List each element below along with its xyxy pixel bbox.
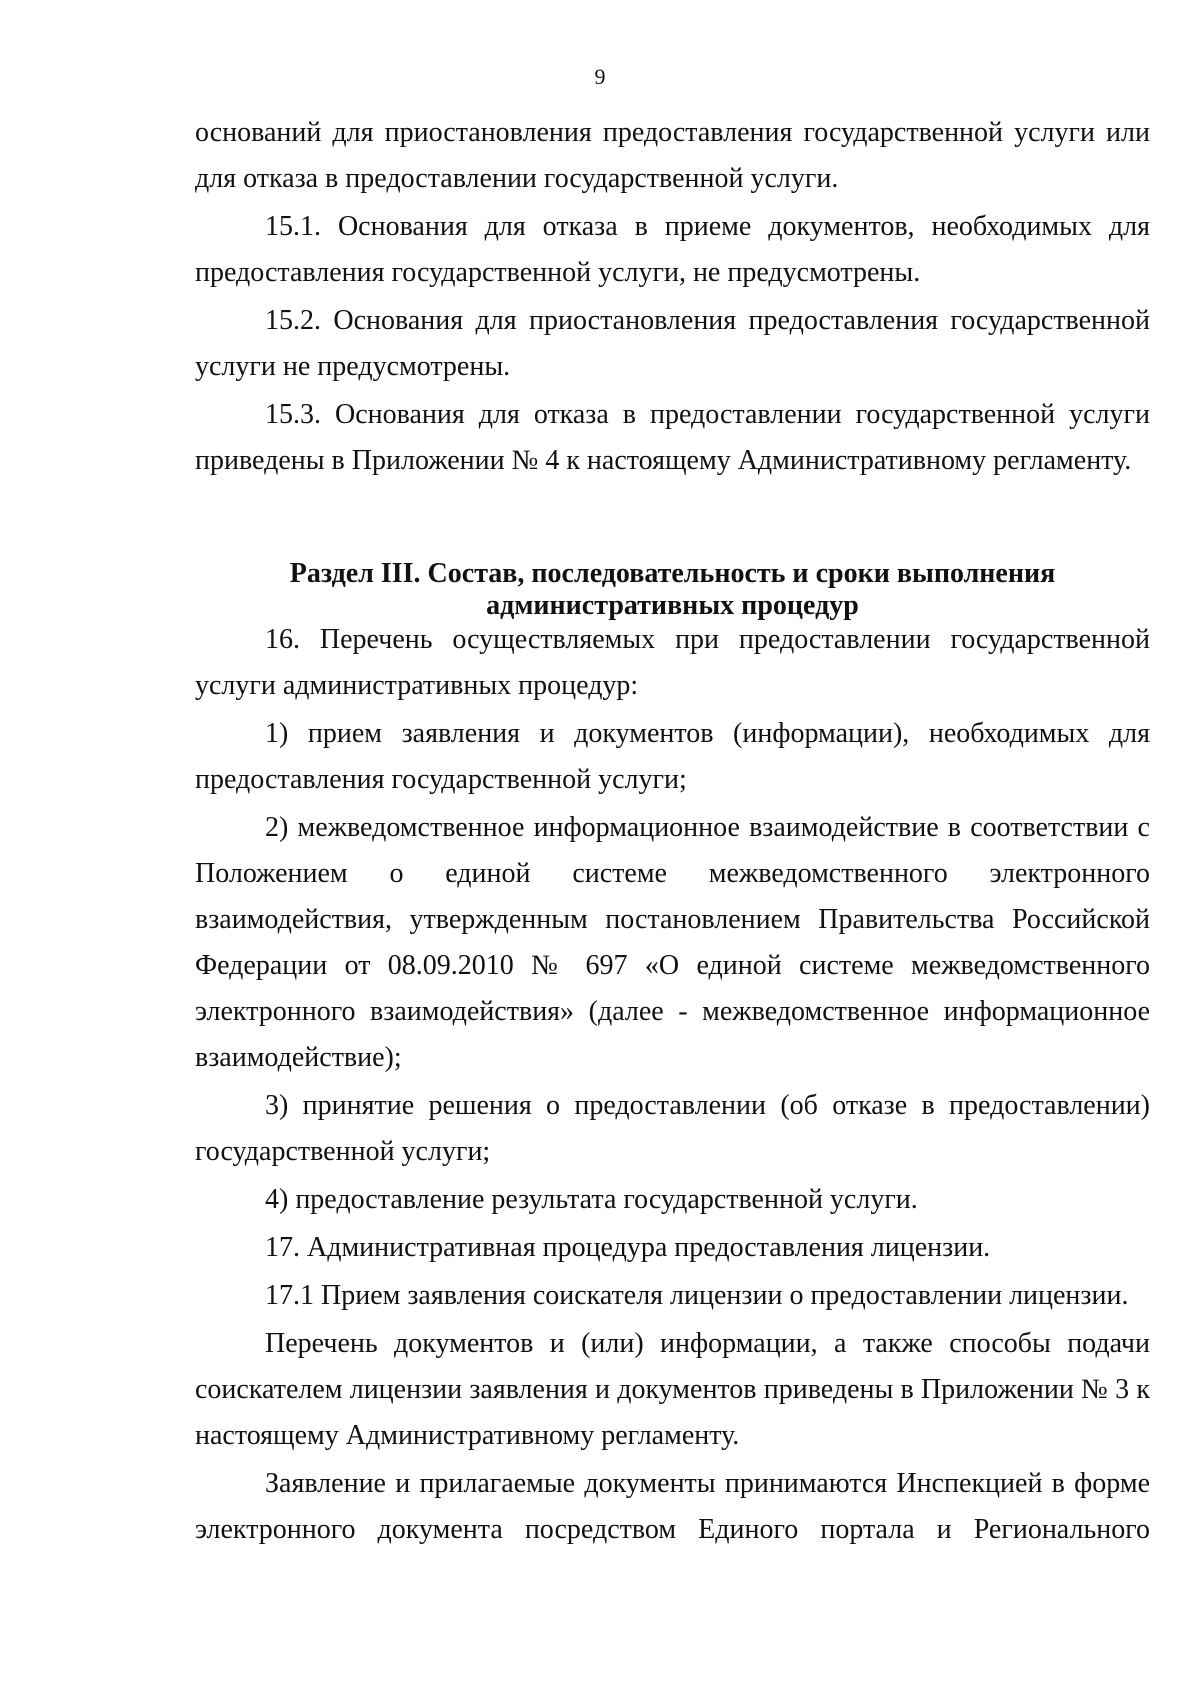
list-item-2: 2) межведомственное информационное взаимодействие в соответствии с Положением о единой системе межведомственного электронного взаимодействия, утвержденным постановлением Правительства Российской Федерации от 08.09.2010 № 697 «О единой системе межведомственного электронного взаимодействия» (далее - межведомственное информационное взаимодействие); — [195, 812, 1150, 1073]
paragraph-continuation: оснований для приостановления предоставления государственной услуги или для отказа в предоставлении государственной услуги. — [195, 117, 1150, 194]
paragraph-documents-list: Перечень документов и (или) информации, а также способы подачи соискателем лицензии заявления и документов приведены в Приложении № 3 к настоящему Административному регламенту. — [195, 1328, 1150, 1451]
paragraph-15-1: 15.1. Основания для отказа в приеме документов, необходимых для предоставления государственной услуги, не предусмотрены. — [195, 211, 1150, 288]
list-item-4: 4) предоставление результата государственной услуги. — [265, 1184, 918, 1215]
paragraph-application-accepted: Заявление и прилагаемые документы принимаются Инспекцией в форме электронного документа посредством Единого портала и Регионального — [195, 1468, 1150, 1545]
text-block-top — [195, 110, 1150, 484]
text-block-bottom — [195, 617, 1150, 1553]
paragraph-15-2: 15.2. Основания для приостановления предоставления государственной услуги не предусмотрены. — [195, 305, 1150, 382]
list-item-3: 3) принятие решения о предоставлении (об отказе в предоставлении) государственной услуги; — [195, 1090, 1150, 1167]
paragraph-16: 16. Перечень осуществляемых при предоставлении государственной услуги административных процедур: — [195, 624, 1150, 701]
paragraph-17: 17. Административная процедура предоставления лицензии. — [265, 1232, 991, 1263]
section-heading-line2: административных процедур — [486, 590, 859, 621]
section-heading-line1: Раздел III. Состав, последовательность и сроки выполнения — [289, 558, 1056, 589]
paragraph-17-1: 17.1 Прием заявления соискателя лицензии о предоставлении лицензии. — [265, 1280, 1129, 1311]
list-item-1: 1) прием заявления и документов (информации), необходимых для предоставления государственной услуги; — [195, 718, 1150, 795]
section-heading — [195, 558, 1150, 622]
page-number: 9 — [594, 64, 606, 89]
paragraph-15-3: 15.3. Основания для отказа в предоставлении государственной услуги приведены в Приложении № 4 к настоящему Административному регламенту. — [195, 399, 1150, 476]
